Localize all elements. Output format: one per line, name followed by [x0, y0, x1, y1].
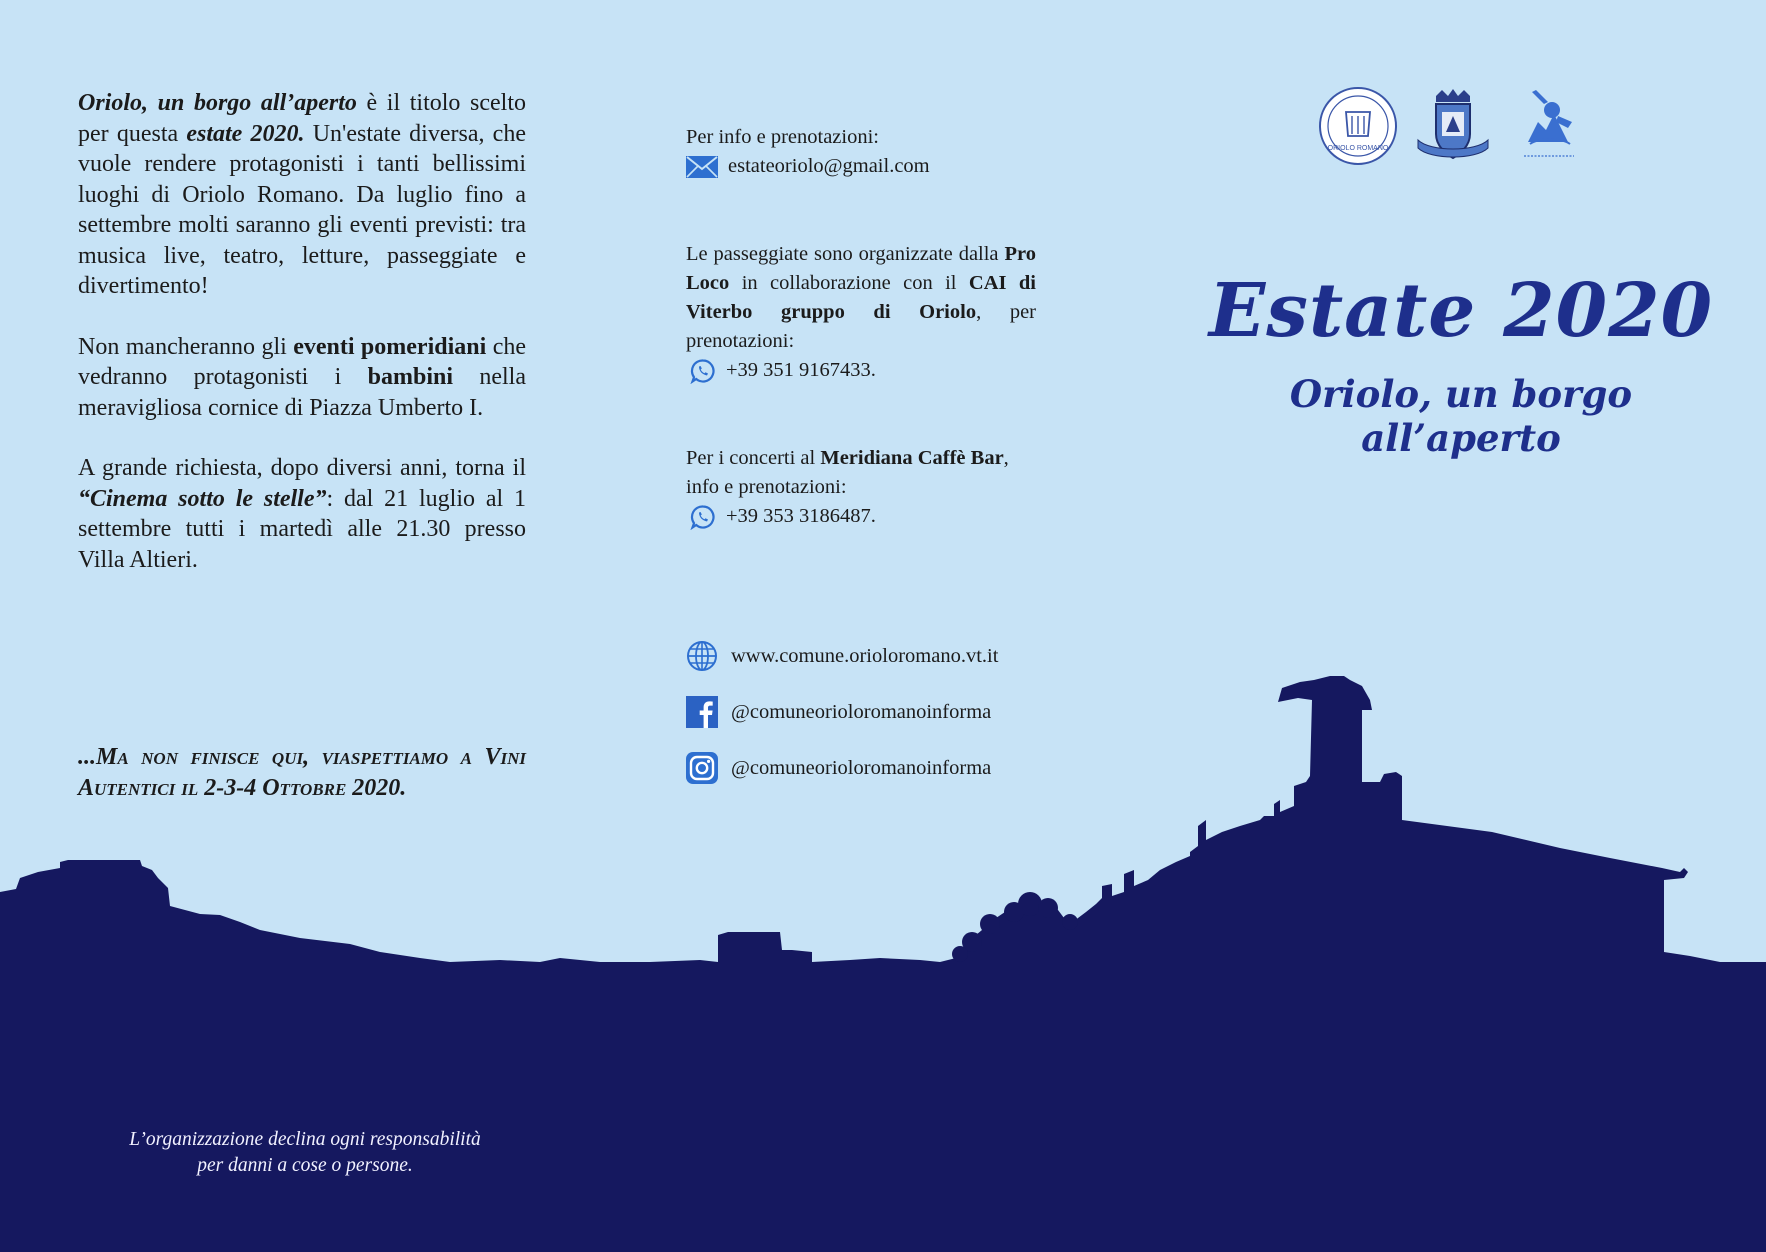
walks-text-3: , per prenotazioni:: [686, 301, 1036, 352]
intro-text-2: Un'estate diversa, che vuole rendere protagonisti i tanti bellissimi luoghi di Oriolo Romano. Da luglio fino a settembre molti saranno gli eventi previsti: tra musica live, teatro, letture, passeggiate e divertimento!: [78, 120, 526, 299]
events-text-1: Non mancheranno gli: [78, 333, 294, 360]
pro-loco-logo-text: ORIOLO ROMANO: [1327, 145, 1389, 152]
intro-paragraph: [78, 88, 526, 302]
instagram-icon: [686, 752, 718, 784]
concerts-phone-line[interactable]: [690, 502, 1036, 531]
cai-logo: [1508, 86, 1590, 171]
walks-text-2: in collaborazione con il: [729, 272, 969, 294]
afternoon-events-paragraph: [78, 332, 526, 424]
instagram-line[interactable]: [686, 740, 998, 796]
website-link[interactable]: www.comune.orioloromano.vt.it: [731, 644, 999, 667]
cinema-text-2: : dal 21 luglio al 1 settembre tutti i martedì alle 21.30 presso Villa Altieri.: [78, 485, 526, 573]
concerts-text-1: Per i concerti al: [686, 447, 821, 469]
social-links: [686, 628, 998, 796]
disclaimer-line-1: L’organizzazione declina ogni responsabilità: [129, 1129, 481, 1150]
mail-icon: [686, 156, 718, 178]
email-line[interactable]: [686, 152, 1036, 181]
walks-description: [686, 240, 1036, 356]
concerts-block: [686, 444, 1036, 531]
instagram-link[interactable]: @comuneorioloromanoinforma: [731, 756, 992, 779]
walks-text-1: Le passeggiate sono organizzate dalla: [686, 243, 1005, 265]
events-bold-1: eventi pomeridiani: [293, 333, 487, 360]
walks-bold-2: CAI di Viterbo gruppo di Oriolo: [686, 272, 1036, 323]
walks-phone-line[interactable]: [690, 356, 1036, 385]
intro-text-1: è il titolo scelto per questa: [78, 90, 527, 147]
walks-bold-1: Pro Loco: [686, 243, 1036, 294]
walks-block: [686, 240, 1036, 385]
logos-row: [1318, 86, 1604, 171]
events-text-3: nella meravigliosa cornice di Piazza Umberto I.: [78, 364, 526, 421]
main-title: Estate 2020: [1208, 268, 1714, 354]
facebook-link[interactable]: @comuneorioloromanoinforma: [731, 700, 992, 723]
whatsapp-icon: [690, 504, 716, 530]
events-text-2: che vedranno protagonisti i: [78, 333, 527, 390]
disclaimer: [60, 1127, 550, 1179]
pro-loco-logo: [1318, 86, 1398, 171]
email-link[interactable]: estateoriolo@gmail.com: [728, 155, 930, 177]
whatsapp-icon: [690, 358, 716, 384]
municipal-crest-logo: [1412, 86, 1494, 171]
cinema-text-1: A grande richiesta, dopo diversi anni, torna il: [78, 455, 526, 481]
left-column: [78, 88, 526, 605]
concerts-venue: Meridiana Caffè Bar: [820, 447, 1004, 469]
walks-phone-number[interactable]: +39 351 9167433.: [726, 359, 876, 381]
intro-title-emphasis: Oriolo, un borgo all’aperto: [78, 90, 357, 116]
website-line[interactable]: [686, 628, 998, 684]
info-label: Per info e prenotazioni:: [686, 126, 879, 148]
facebook-line[interactable]: [686, 684, 998, 740]
events-bold-2: bambini: [367, 364, 454, 390]
concerts-text-2: ,: [1003, 447, 1009, 469]
facebook-icon: [686, 696, 718, 728]
subtitle: Oriolo, un borgo all’aperto: [1289, 372, 1633, 460]
cinema-title-emphasis: “Cinema sotto le stelle”: [78, 485, 327, 512]
disclaimer-line-2: per danni a cose o persone.: [197, 1155, 413, 1176]
globe-icon: [686, 640, 718, 672]
closing-announcement: ...Ma non finisce qui, viaspettiamo a Vini Autentici il 2-3-4 Ottobre 2020.: [78, 744, 526, 801]
cinema-paragraph: [78, 453, 526, 575]
concerts-description: [686, 444, 1036, 502]
concerts-text-3: info e prenotazioni:: [686, 476, 847, 498]
info-block: [686, 123, 1036, 181]
intro-year-emphasis: estate 2020.: [186, 120, 305, 147]
concerts-phone-number[interactable]: +39 353 3186487.: [726, 505, 876, 527]
